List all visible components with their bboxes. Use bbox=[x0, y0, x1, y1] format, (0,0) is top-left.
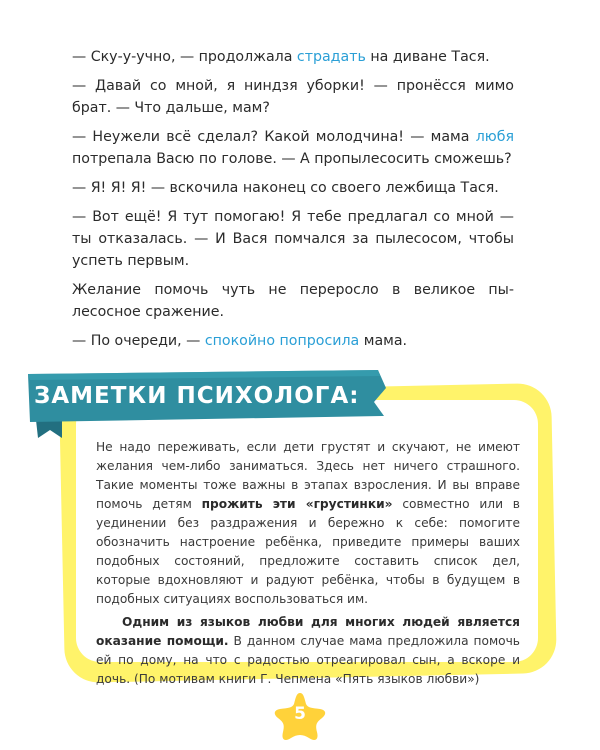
note-paragraph bbox=[96, 438, 520, 609]
highlighted-word: спокойно bbox=[204, 333, 276, 349]
story-text-run: — По очереди, — bbox=[72, 333, 205, 349]
story-text-run: — Неужели всё сделал? Какой молодчина! — мама bbox=[72, 129, 476, 145]
note-bold-text: Одним из языков любви для многих людей является оказание помощи. bbox=[96, 615, 520, 648]
story-text-run: — Ску-у-учно, — продолжала bbox=[72, 49, 297, 65]
page-number: 5 bbox=[294, 704, 306, 724]
story-text-run: мама. bbox=[359, 333, 408, 349]
story-text bbox=[72, 46, 514, 359]
highlighted-word: любя bbox=[475, 129, 514, 145]
note-text-run: В данном случае мама предложила помочь ей по дому, на что с радостью отреагировал сын, а вскоре и дочь. (По мотивам книги Г. Чепмена «Пять языков любви») bbox=[96, 634, 520, 686]
story-paragraph bbox=[72, 126, 514, 170]
story-text-run: потрепала Васю по голове. — А пропылесосить сможешь? bbox=[72, 151, 512, 167]
story-paragraph bbox=[72, 330, 514, 352]
story-text-run: на диване Тася. bbox=[365, 49, 490, 65]
page-number-badge bbox=[272, 690, 328, 744]
notes-title: ЗАМЕТКИ ПСИХОЛОГА: bbox=[34, 383, 360, 409]
note-bold-text: прожить эти «грустинки» bbox=[201, 497, 393, 511]
story-paragraph: — Вот ещё! Я тут помогаю! Я тебе предлагал со мной — ты отказалась. — И Вася помчался за пылесосом, чтобы успеть первым. bbox=[72, 209, 514, 269]
story-paragraph: Желание помочь чуть не переросло в великое пылесосное сражение. bbox=[72, 282, 514, 320]
story-paragraph: — Давай со мной, я ниндзя уборки! — пронёсся мимо брат. — Что дальше, мам? bbox=[72, 78, 514, 116]
story-paragraph bbox=[72, 46, 514, 68]
highlighted-word: попросила bbox=[279, 333, 360, 349]
note-paragraph bbox=[96, 613, 520, 689]
note-text-run: Не надо переживать, если дети грустят и скучают, не имеют желания чем-либо заниматься. Здесь нет ничего страшного. Такие моменты тоже важны в этапах взросления. И вы вправе помочь детям bbox=[96, 440, 520, 511]
highlighted-word: страдать bbox=[296, 49, 366, 65]
story-paragraph: — Я! Я! Я! — вскочила наконец со своего лежбища Тася. bbox=[72, 180, 499, 196]
psychologist-notes bbox=[96, 438, 520, 689]
note-text-run: совместно или в уединении без раздражения и бережно к себе: помогите обозначить настроение ребёнка, приведите примеры ваших подобных состояний, предложите составить список дел, которые вдохновляют и радуют ребёнка, чтобы в будущем в подобных ситуациях воспользоваться им. bbox=[96, 497, 520, 606]
